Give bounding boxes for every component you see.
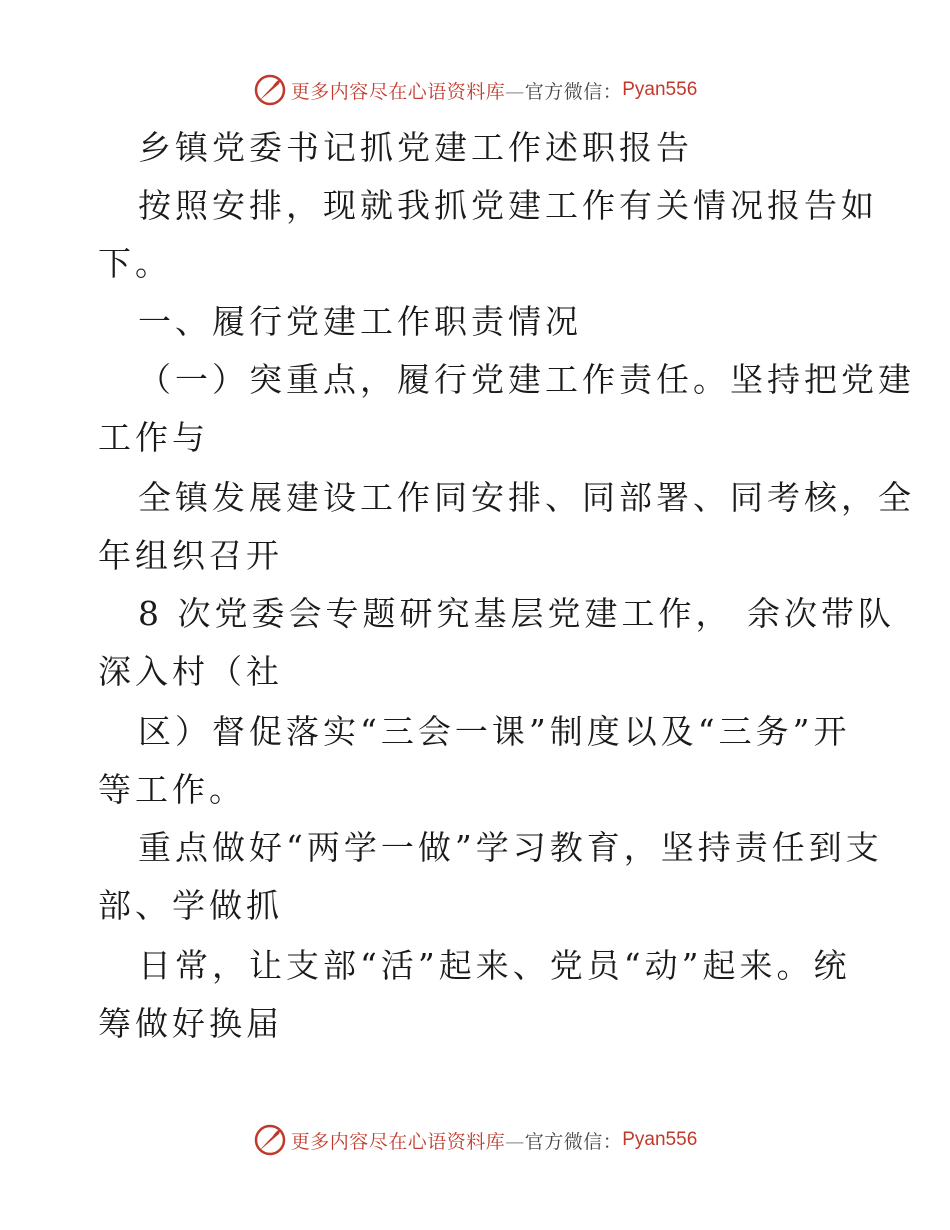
paragraph-line: 全镇发展建设工作同安排、同部署、同考核，全 [138,478,915,517]
paragraph-line: 下。 [98,244,172,283]
section-heading: 一、履行党建工作职责情况 [138,302,582,341]
header-banner [0,70,950,110]
paragraph-line: 部、学做抓 [98,886,283,925]
paragraph-line: 筹做好换届 [98,1004,283,1043]
banner-wechat-id: Pyan556 [622,1129,698,1150]
paragraph-line: 日常，让支部“活”起来、党员“动”起来。统 [138,946,851,985]
banner-wechat-id: Pyan556 [622,79,698,100]
paragraph-line: 8 次党委会专题研究基层党建工作， 余次带队 [138,594,895,633]
document-title: 乡镇党委书记抓党建工作述职报告 [138,128,693,167]
paragraph-line: 区）督促落实“三会一课”制度以及“三务”开 [138,712,851,751]
quill-logo-icon [253,1123,287,1157]
paragraph-line: （一）突重点，履行党建工作责任。坚持把党建 [138,360,915,399]
paragraph-line: 重点做好“两学一做”学习教育，坚持责任到支 [138,828,883,867]
paragraph-line: 工作与 [98,418,209,457]
paragraph-line: 深入村（社 [98,652,283,691]
banner-text: 更多内容尽在心语资料库—官方微信： [290,1130,623,1153]
paragraph-line: 年组织召开 [98,536,283,575]
paragraph-line: 等工作。 [98,770,246,809]
quill-logo-icon [253,73,287,107]
footer-banner [0,1120,950,1160]
paragraph-line: 按照安排，现就我抓党建工作有关情况报告如 [138,186,878,225]
banner-text: 更多内容尽在心语资料库—官方微信： [290,80,623,103]
